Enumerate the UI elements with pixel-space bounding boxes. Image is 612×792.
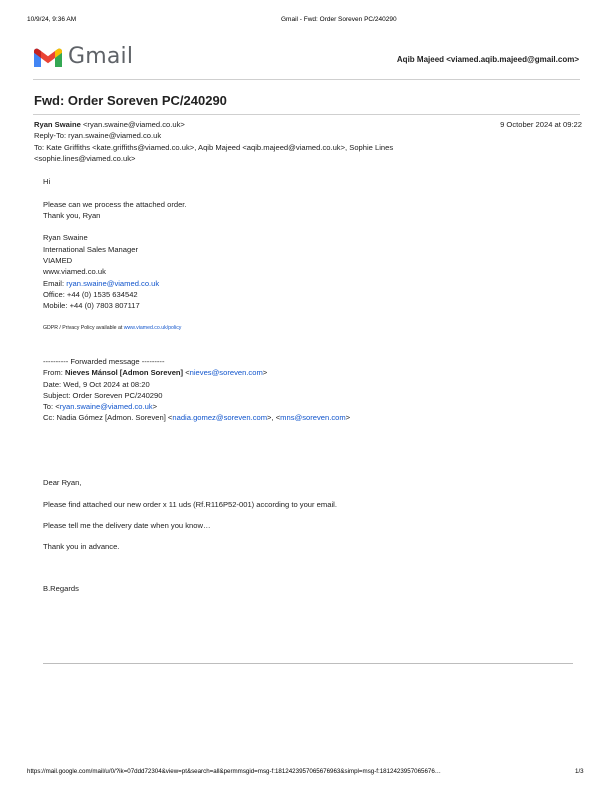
reply-to: Reply-To: ryan.swaine@viamed.co.uk [34,131,162,140]
print-page-title: Gmail - Fwd: Order Soreven PC/240290 [281,16,397,23]
body-line: Thank you, Ryan [43,211,101,220]
gmail-logo[interactable] [33,44,133,69]
forwarded-sender-name: Nieves Mánsol [Admon Soreven] [64,368,184,377]
thread-subject: Fwd: Order Soreven PC/240290 [34,93,227,108]
sender-name: Ryan Swaine [34,120,81,129]
forwarded-from-label: From: [43,368,65,377]
signature-company: VIAMED [43,256,73,265]
forwarded-cc: Cc: Nadia Gómez [Admon. Soreven] <nadia.gomez@soreven.com>, <mns@soreven.com> [43,413,351,422]
forwarded-closing: B.Regards [43,584,79,593]
forwarded-date: Date: Wed, 9 Oct 2024 at 08:20 [43,380,150,389]
signature-email-link[interactable]: ryan.swaine@viamed.co.uk [66,279,160,288]
gdpr-policy-link[interactable]: www.viamed.co.uk/policy [123,325,182,331]
signature-email-label: Email: [43,279,67,288]
gmail-brand-name: Gmail [68,44,134,69]
signature-title: International Sales Manager [43,245,138,254]
body-greeting: Hi [43,177,51,186]
signature-mobile-phone: Mobile: +44 (0) 7803 807117 [43,301,140,310]
forwarded-sender-email-link[interactable]: nieves@soreven.com [189,368,263,377]
gmail-m-icon [33,46,63,68]
print-footer-url: https://mail.google.com/mail/u/0/?ik=07ddd72304&view=pt&search=all&permmsgid=msg-f:1812423957065676963&simpl=msg-f:1812423957065676… [27,768,441,775]
forwarded-from: From: Nieves Mánsol [Admon Soreven] <nieves@soreven.com> [43,368,268,377]
forwarded-cc-email-link[interactable]: mns@soreven.com [280,413,346,422]
signature-email [43,279,159,288]
forwarded-header: ---------- Forwarded message --------- [43,357,165,366]
message-date: 9 October 2024 at 09:22 [500,120,582,129]
forwarded-subject: Subject: Order Soreven PC/240290 [43,391,163,400]
forwarded-body-line: Please tell me the delivery date when you know… [43,521,211,530]
gdpr-label: GDPR / Privacy Policy available at [43,325,124,331]
signature-office-phone: Office: +44 (0) 1535 634542 [43,290,138,299]
body-line: Please can we process the attached order. [43,200,187,209]
forwarded-body-line: Please find attached our new order x 11 uds (Rf.R116P52-001) according to your email. [43,500,337,509]
signature-name: Ryan Swaine [43,233,88,242]
to-recipients: To: Kate Griffiths <kate.griffiths@viamed.co.uk>, Aqib Majeed <aqib.majeed@viamed.co.uk>, Sophie Lines [34,143,394,152]
subject-divider [33,114,580,115]
forwarded-body-line: Thank you in advance. [43,542,120,551]
to-recipients-continued: <sophie.lines@viamed.co.uk> [34,154,136,163]
sender-email[interactable]: <ryan.swaine@viamed.co.uk> [82,120,185,129]
signature-website-link[interactable]: www.viamed.co.uk [43,267,106,276]
forwarded-to-email-link[interactable]: ryan.swaine@viamed.co.uk [59,402,153,411]
gdpr-notice [43,325,181,331]
forwarded-cc-email-link[interactable]: nadia.gomez@soreven.com [172,413,268,422]
forwarded-greeting: Dear Ryan, [43,478,82,487]
print-date-time: 10/9/24, 9:36 AM [27,16,77,23]
forwarded-to: To: <ryan.swaine@viamed.co.uk> [43,402,158,411]
account-label: Aqib Majeed <viamed.aqib.majeed@gmail.com> [396,55,579,64]
header-divider [33,79,580,80]
print-page-number: 1/3 [575,768,584,775]
message-end-divider [43,663,573,664]
message-from [34,120,185,129]
